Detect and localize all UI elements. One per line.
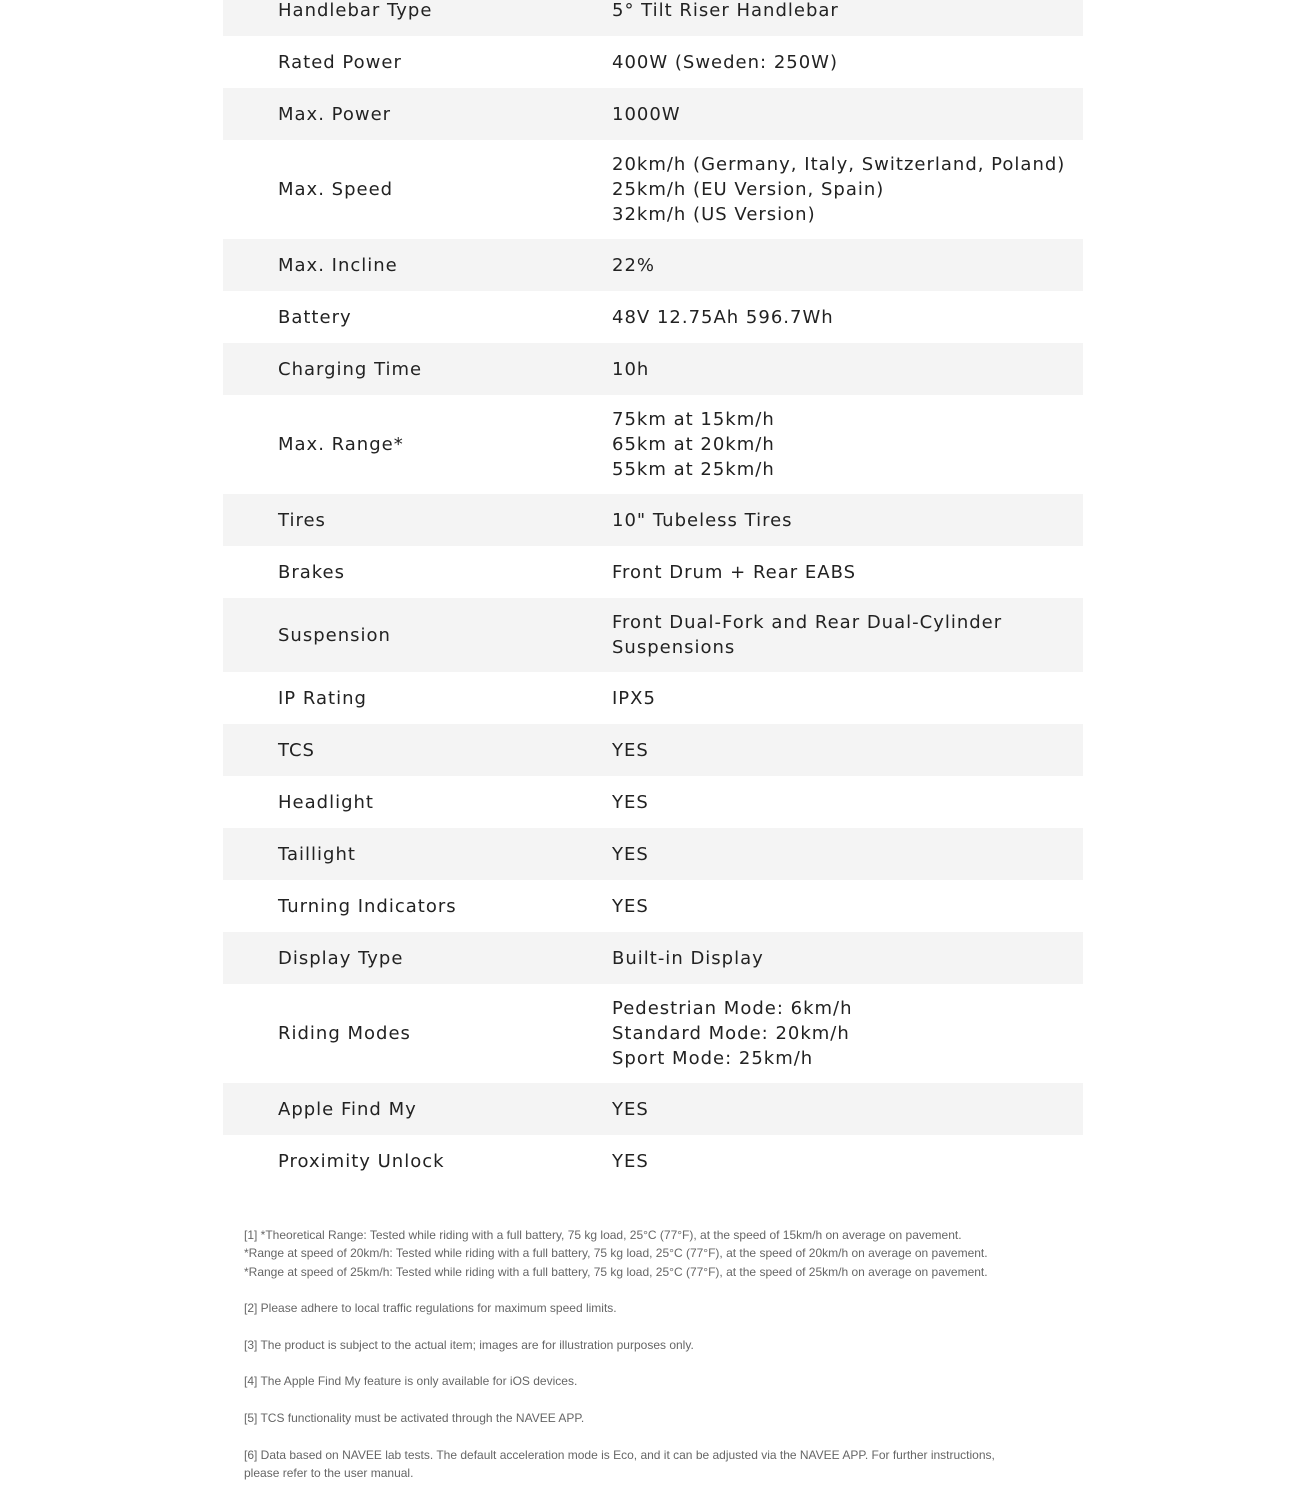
spec-value-line: Pedestrian Mode: 6km/h (612, 998, 853, 1019)
spec-label: Handlebar Type (278, 0, 433, 21)
spec-row (223, 1083, 1083, 1135)
spec-value-line: YES (612, 1098, 649, 1120)
footnote-line: [6] Data based on NAVEE lab tests. The default acceleration mode is Eco, and it can be adjusted via the NAVEE APP. For further instructions, (244, 1447, 995, 1462)
spec-row (223, 494, 1083, 546)
spec-label: Apple Find My (278, 1098, 417, 1120)
spec-row (223, 36, 1083, 88)
footnote-line: [1] *Theoretical Range: Tested while riding with a full battery, 75 kg load, 25°C (77°F), at the speed of 15km/h on average on pavement. (244, 1228, 962, 1242)
spec-value-line: 10h (612, 358, 650, 380)
spec-label: Riding Modes (278, 1023, 411, 1044)
spec-label: Display Type (278, 947, 404, 969)
footnote-line: please refer to the user manual. (244, 1465, 414, 1480)
spec-label: Max. Speed (278, 179, 394, 200)
spec-value-line: YES (612, 739, 649, 761)
spec-value (612, 152, 1083, 227)
spec-value-line: Front Drum + Rear EABS (612, 561, 857, 583)
spec-row (223, 776, 1083, 828)
spec-row (223, 546, 1083, 598)
spec-row (223, 724, 1083, 776)
spec-label: Turning Indicators (278, 895, 457, 917)
spec-value-line: YES (612, 791, 649, 813)
footnote (244, 1226, 1074, 1281)
spec-row (223, 984, 1083, 1083)
spec-label: Max. Power (278, 103, 392, 125)
spec-value (612, 1097, 1083, 1122)
spec-value (612, 508, 1083, 533)
spec-value (612, 610, 1083, 660)
footnote (244, 1336, 1074, 1354)
spec-row (223, 0, 1083, 36)
spec-value-line: 25km/h (EU Version, Spain) (612, 179, 885, 200)
spec-label: Charging Time (278, 358, 423, 380)
footnote (244, 1372, 1074, 1390)
spec-value-line: 65km at 20km/h (612, 434, 775, 455)
spec-label: Suspension (278, 624, 391, 646)
footnotes (244, 1226, 1074, 1500)
spec-value (612, 1149, 1083, 1174)
spec-value-line: YES (612, 843, 649, 865)
spec-value-line: Standard Mode: 20km/h (612, 1023, 850, 1044)
spec-row (223, 598, 1083, 672)
spec-value-line: Suspensions (612, 637, 736, 658)
spec-value (612, 407, 1083, 482)
spec-value-line: IPX5 (612, 687, 656, 709)
spec-value (612, 790, 1083, 815)
spec-row (223, 291, 1083, 343)
spec-value-line: Front Dual-Fork and Rear Dual-Cylinder (612, 612, 1003, 633)
spec-row (223, 932, 1083, 984)
spec-value (612, 996, 1083, 1071)
spec-label: Battery (278, 306, 352, 328)
spec-value-line: 20km/h (Germany, Italy, Switzerland, Poland) (612, 154, 1066, 175)
spec-row (223, 140, 1083, 239)
spec-value (612, 560, 1083, 585)
spec-value-line: 55km at 25km/h (612, 459, 775, 480)
spec-value-line: 22% (612, 254, 656, 276)
spec-value-line: YES (612, 895, 649, 917)
spec-row (223, 395, 1083, 494)
spec-value (612, 0, 1083, 23)
footnote (244, 1409, 1074, 1427)
spec-label: IP Rating (278, 687, 367, 709)
spec-table (223, 0, 1083, 1187)
spec-value (612, 102, 1083, 127)
spec-value-line: 75km at 15km/h (612, 409, 775, 430)
spec-label: Max. Incline (278, 254, 398, 276)
spec-value-line: 32km/h (US Version) (612, 204, 816, 225)
spec-label: Brakes (278, 561, 346, 583)
spec-row (223, 880, 1083, 932)
spec-value-line: Built-in Display (612, 947, 764, 969)
spec-value-line: 48V 12.75Ah 596.7Wh (612, 306, 834, 328)
spec-value (612, 946, 1083, 971)
spec-value-line: 400W (Sweden: 250W) (612, 51, 838, 73)
spec-value-line: Sport Mode: 25km/h (612, 1048, 814, 1069)
spec-value-line: 10" Tubeless Tires (612, 509, 793, 531)
spec-value (612, 50, 1083, 75)
spec-value (612, 305, 1083, 330)
footnote-line: [4] The Apple Find My feature is only available for iOS devices. (244, 1374, 578, 1389)
spec-row (223, 343, 1083, 395)
footnote-line: *Range at speed of 25km/h: Tested while riding with a full battery, 75 kg load, 25°C (77°F), at the speed of 25km/h on average on pavement. (244, 1264, 988, 1279)
spec-label: Tires (278, 509, 326, 531)
spec-value (612, 842, 1083, 867)
footnote (244, 1299, 1074, 1317)
spec-value-line: 5° Tilt Riser Handlebar (612, 0, 839, 21)
spec-value (612, 686, 1083, 711)
footnote-line: [3] The product is subject to the actual item; images are for illustration purposes only. (244, 1337, 694, 1352)
footnote-line: *Range at speed of 20km/h: Tested while riding with a full battery, 75 kg load, 25°C (77°F), at the speed of 20km/h on average on pavement. (244, 1246, 988, 1261)
spec-row (223, 239, 1083, 291)
spec-label: Proximity Unlock (278, 1150, 445, 1172)
spec-label: TCS (278, 739, 315, 761)
footnote-line: [2] Please adhere to local traffic regulations for maximum speed limits. (244, 1301, 617, 1316)
spec-value (612, 738, 1083, 763)
spec-row (223, 88, 1083, 140)
footnote (244, 1446, 1074, 1483)
spec-label: Max. Range* (278, 434, 404, 455)
spec-value (612, 894, 1083, 919)
footnote-line: [5] TCS functionality must be activated through the NAVEE APP. (244, 1410, 585, 1425)
spec-row (223, 672, 1083, 724)
spec-row (223, 828, 1083, 880)
spec-label: Headlight (278, 791, 374, 813)
spec-value-line: 1000W (612, 103, 681, 125)
spec-label: Rated Power (278, 51, 402, 73)
spec-label: Taillight (278, 843, 356, 865)
spec-value-line: YES (612, 1150, 649, 1172)
spec-row (223, 1135, 1083, 1187)
spec-value (612, 253, 1083, 278)
spec-value (612, 357, 1083, 382)
